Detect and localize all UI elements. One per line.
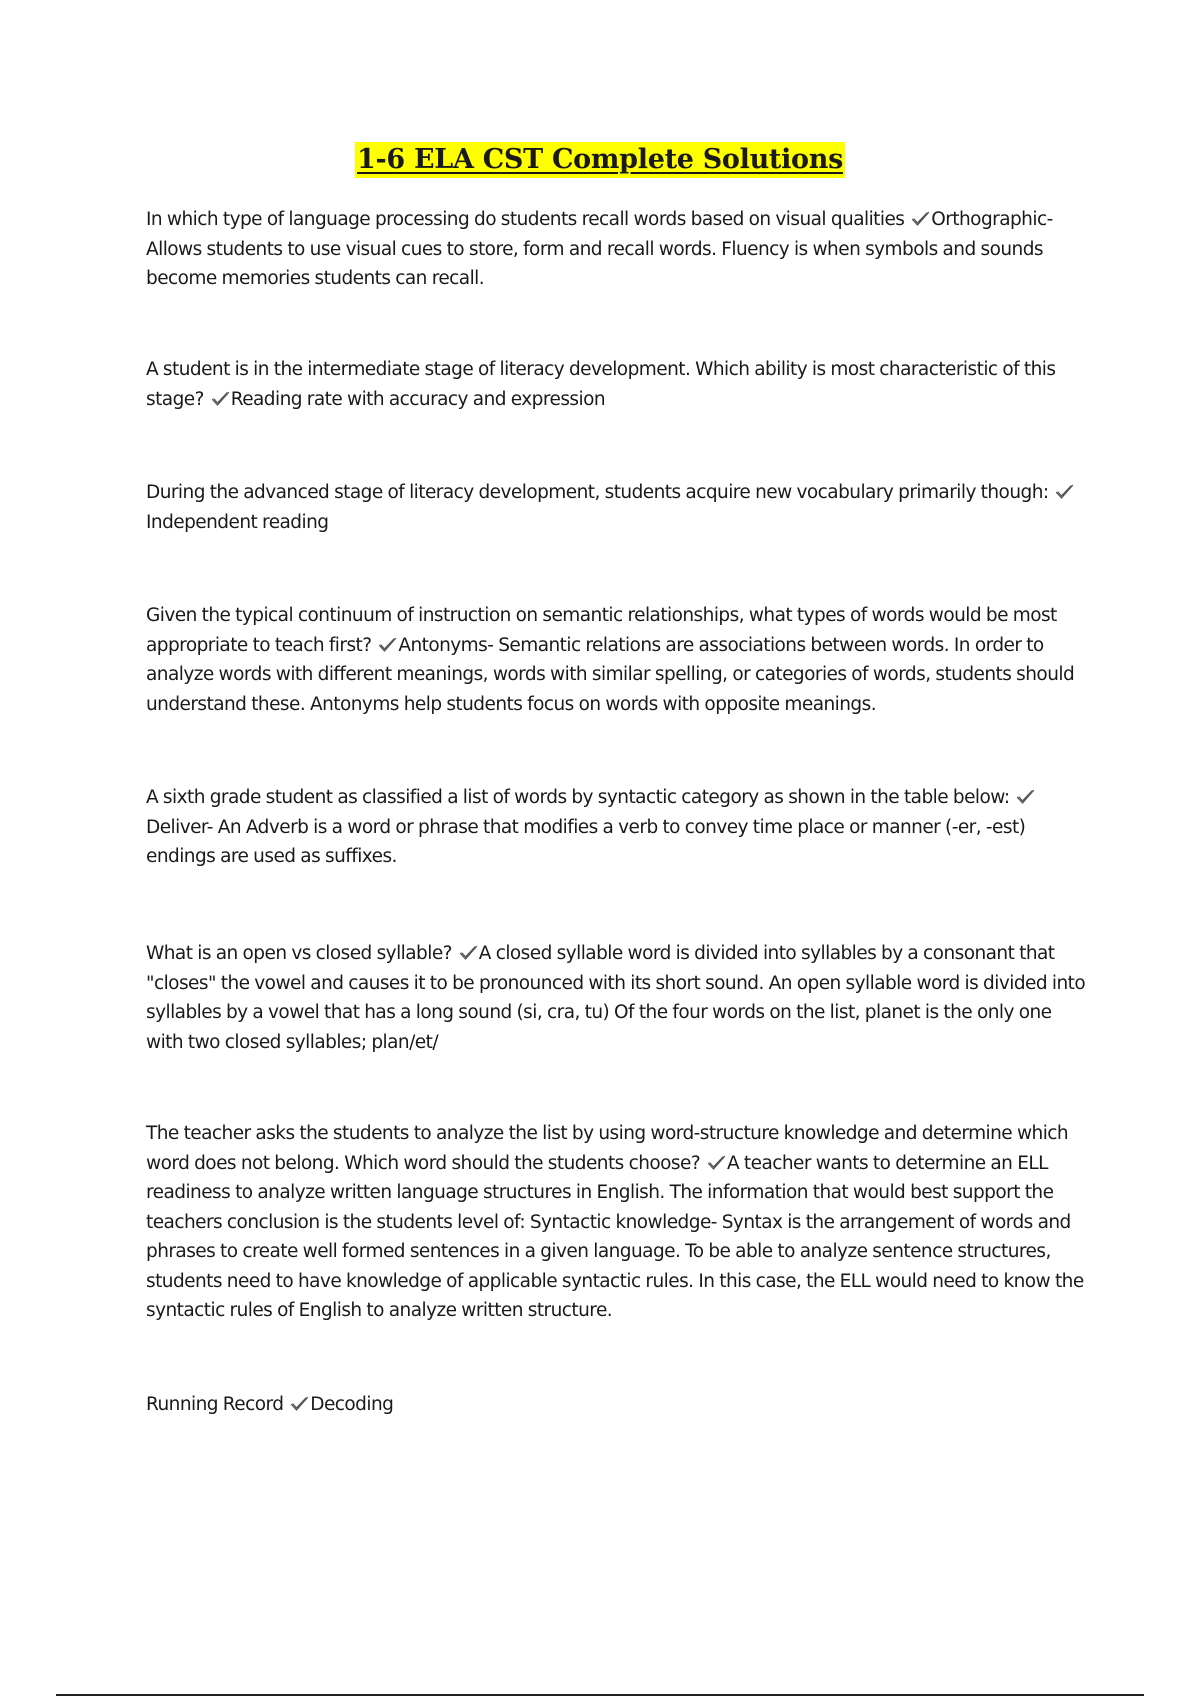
question-text: Given the typical continuum of instruction on semantic relationships, what types of words would be most appropriate to teach first? — [146, 605, 1057, 656]
check-mark-icon — [211, 391, 230, 407]
answer-text: A closed syllable word is divided into syllables by a consonant that "closes" the vowel and causes it to be pronounced with its short sound. An open syllable word is divided into syllables by a vowel that has a long sound (si, cra, tu) Of the four words on the list, planet is the only one with two closed syllables; plan/et/ — [146, 943, 1086, 1053]
title-container — [0, 142, 1200, 178]
answer-text: Antonyms- Semantic relations are associations between words. In order to analyze words with different meanings, words with similar spelling, or categories of words, students should understand these. Antonyms help students focus on words with opposite meanings. — [146, 634, 1075, 715]
answer-text: Deliver- An Adverb is a word or phrase that modifies a verb to convey time place or manner (-er, -est) endings are used as suffixes. — [146, 816, 1026, 867]
qa-item-7 — [146, 1119, 1090, 1326]
qa-item-2 — [146, 355, 1090, 414]
document-title: 1-6 ELA CST Complete Solutions — [355, 142, 845, 178]
answer-text: Orthographic- Allows students to use visual cues to store, form and recall words. Fluency is when symbols and sounds become memories students can recall. — [146, 209, 1053, 289]
qa-item-6 — [146, 939, 1090, 1057]
qa-item-1 — [146, 205, 1090, 294]
check-mark-icon — [459, 945, 478, 961]
page-bottom-divider — [56, 1694, 1144, 1696]
question-text: During the advanced stage of literacy development, students acquire new vocabulary primarily though: — [146, 482, 1049, 503]
check-mark-icon — [290, 1396, 309, 1412]
question-text: Running Record — [146, 1394, 284, 1415]
check-mark-icon — [707, 1155, 726, 1171]
question-text: A sixth grade student as classified a list of words by syntactic category as shown in the table below: — [146, 787, 1010, 808]
answer-text: Reading rate with accuracy and expression — [230, 388, 606, 410]
question-text: In which type of language processing do students recall words based on visual qualities — [146, 209, 905, 230]
qa-item-3 — [146, 478, 1090, 537]
answer-text: Decoding — [310, 1394, 394, 1415]
check-mark-icon — [378, 637, 397, 653]
question-text: The teacher asks the students to analyze the list by using word-structure knowledge and determine which word does not belong. Which word should the students choose? — [146, 1123, 1069, 1174]
question-text: What is an open vs closed syllable? — [146, 943, 452, 964]
check-mark-icon — [1055, 484, 1074, 500]
answer-text: Independent reading — [146, 511, 329, 533]
check-mark-icon — [911, 211, 930, 227]
qa-item-5 — [146, 783, 1090, 872]
qa-item-4 — [146, 601, 1090, 719]
qa-item-8 — [146, 1390, 1090, 1420]
answer-text: A teacher wants to determine an ELL readiness to analyze written language structures in English. The information that would best support the teachers conclusion is the students level of: Syntactic knowledge- Syntax is the arrangement of words and phrases to create well formed sentences in a given language. To be able to analyze sentence structures, students need to have knowledge of applicable syntactic rules. In this case, the ELL would need to know the syntactic rules of English to analyze written structure. — [146, 1152, 1084, 1321]
check-mark-icon — [1016, 789, 1035, 805]
question-text: A student is in the intermediate stage of literacy development. Which ability is most characteristic of this stage? — [146, 359, 1056, 410]
